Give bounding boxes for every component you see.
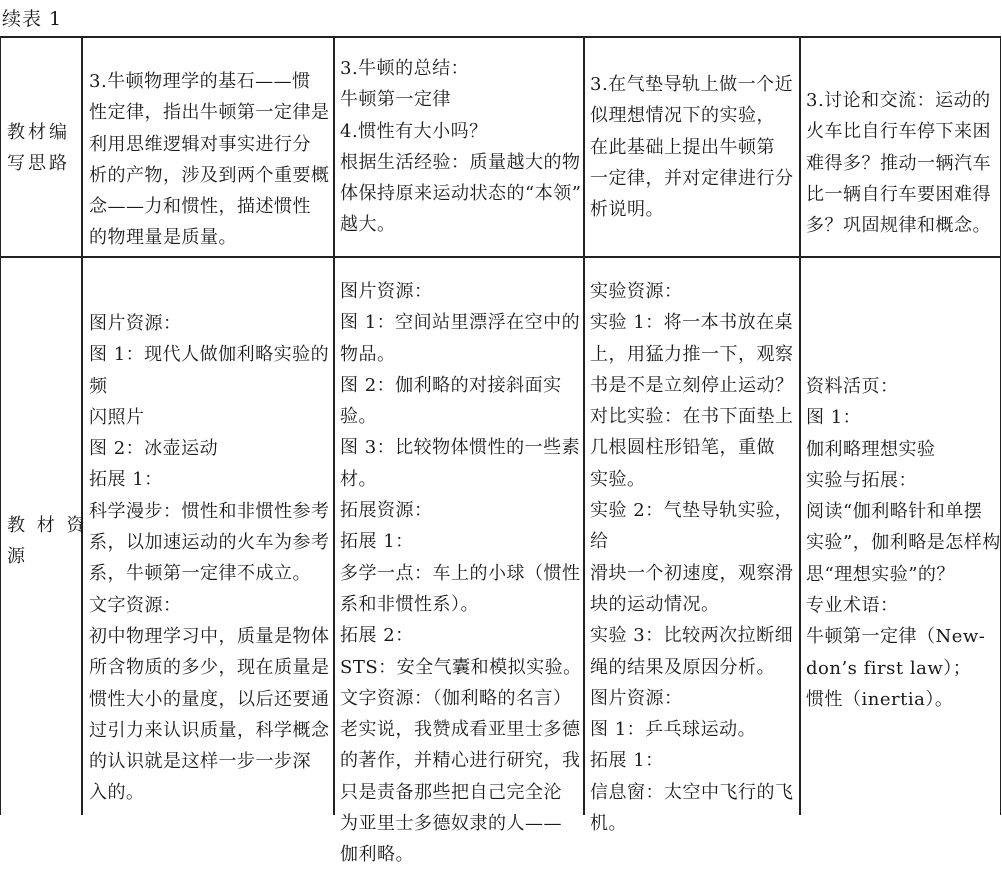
row-header-teaching-resources: 教 材 资 源 [7,515,88,567]
cell-resources-col4: 资料活页： 图 1： 伽利略理想实验 实验与拓展： 阅读“伽利略针和单摆 实验”，伽利略是怎样构 思“理想实验”的？ 专业术语： 牛顿第一定律（New- don’s first law）； 惯性（inertia）。 [806,376,1001,710]
cell-resources-col2: 图片资源： 图 1：空间站里漂浮在空中的 物品。 图 2：伽利略的对接斜面实验。 图 3：比较物体惯性的一些素材。 拓展资源： 拓展 1： 多学一点：车上的小球（惯性 系和非惯性系）。 拓展 2： STS：安全气囊和模拟实验。 文字资源：（伽利略的名言） 老实说，我赞成看亚里士多德 的著作，并精心进行研究，我 只是责备那些把自己完全沦 为亚里士多德奴隶的人—— 伽利略。 [340,281,582,866]
cell-writing-approach-col1: 3.牛顿物理学的基石——惯 性定律，指出牛顿第一定律是 利用思维逻辑对事实进行分 析的产物，涉及到两个重要概 念——力和惯性，描述惯性 的物理量是质量。 [89,71,330,249]
table-title: 续表 1 [2,8,63,30]
cell-writing-approach-col2: 3.牛顿的总结： 牛顿第一定律 4.惯性有大小吗？ 根据生活经验：质量越大的物 体保持原来运动状态的“本领” 越大。 [340,58,582,236]
row-divider [1,256,1000,258]
cell-writing-approach-col4: 3.讨论和交流：运动的 火车比自行车停下来困 难得多？推动一辆汽车 比一辆自行车要困难得 多？巩固规律和概念。 [806,90,991,237]
table [0,36,1001,866]
cell-writing-approach-col3: 3.在气垫导轨上做一个近 似理想情况下的实验， 在此基础上提出牛顿第 一定律，并对定律进行分 析说明。 [590,74,794,221]
row-header-writing-approach: 教材编 写思路 [7,122,70,174]
cell-resources-col3: 实验资源： 实验 1：将一本书放在桌 上，用猛力推一下，观察 书是不是立刻停止运动？ 对比实验：在书下面垫上 几根圆柱形铅笔，重做 实验。 实验 2：气垫导轨实验，给 滑块一个初速度，观察滑 块的运动情况。 实验 3：比较两次拉断细 绳的结果及原因分析。 图片资源： 图 1：乒乓球运动。 拓展 1： 信息窗：太空中飞行的飞 机。 [590,281,794,835]
column-divider [81,38,83,815]
cell-resources-col1: 图片资源： 图 1：现代人做伽利略实验的频 闪照片 图 2：冰壶运动 拓展 1： 科学漫步：惯性和非惯性参考 系，以加速运动的火车为参考 系，牛顿第一定律不成立。 文字资源： 初中物理学习中，质量是物体 所含物质的多少，现在质量是 惯性大小的量度，以后还要通 过引力来认识质量，科学概念 的认识就是这样一步一步深 入的。 [89,313,330,804]
